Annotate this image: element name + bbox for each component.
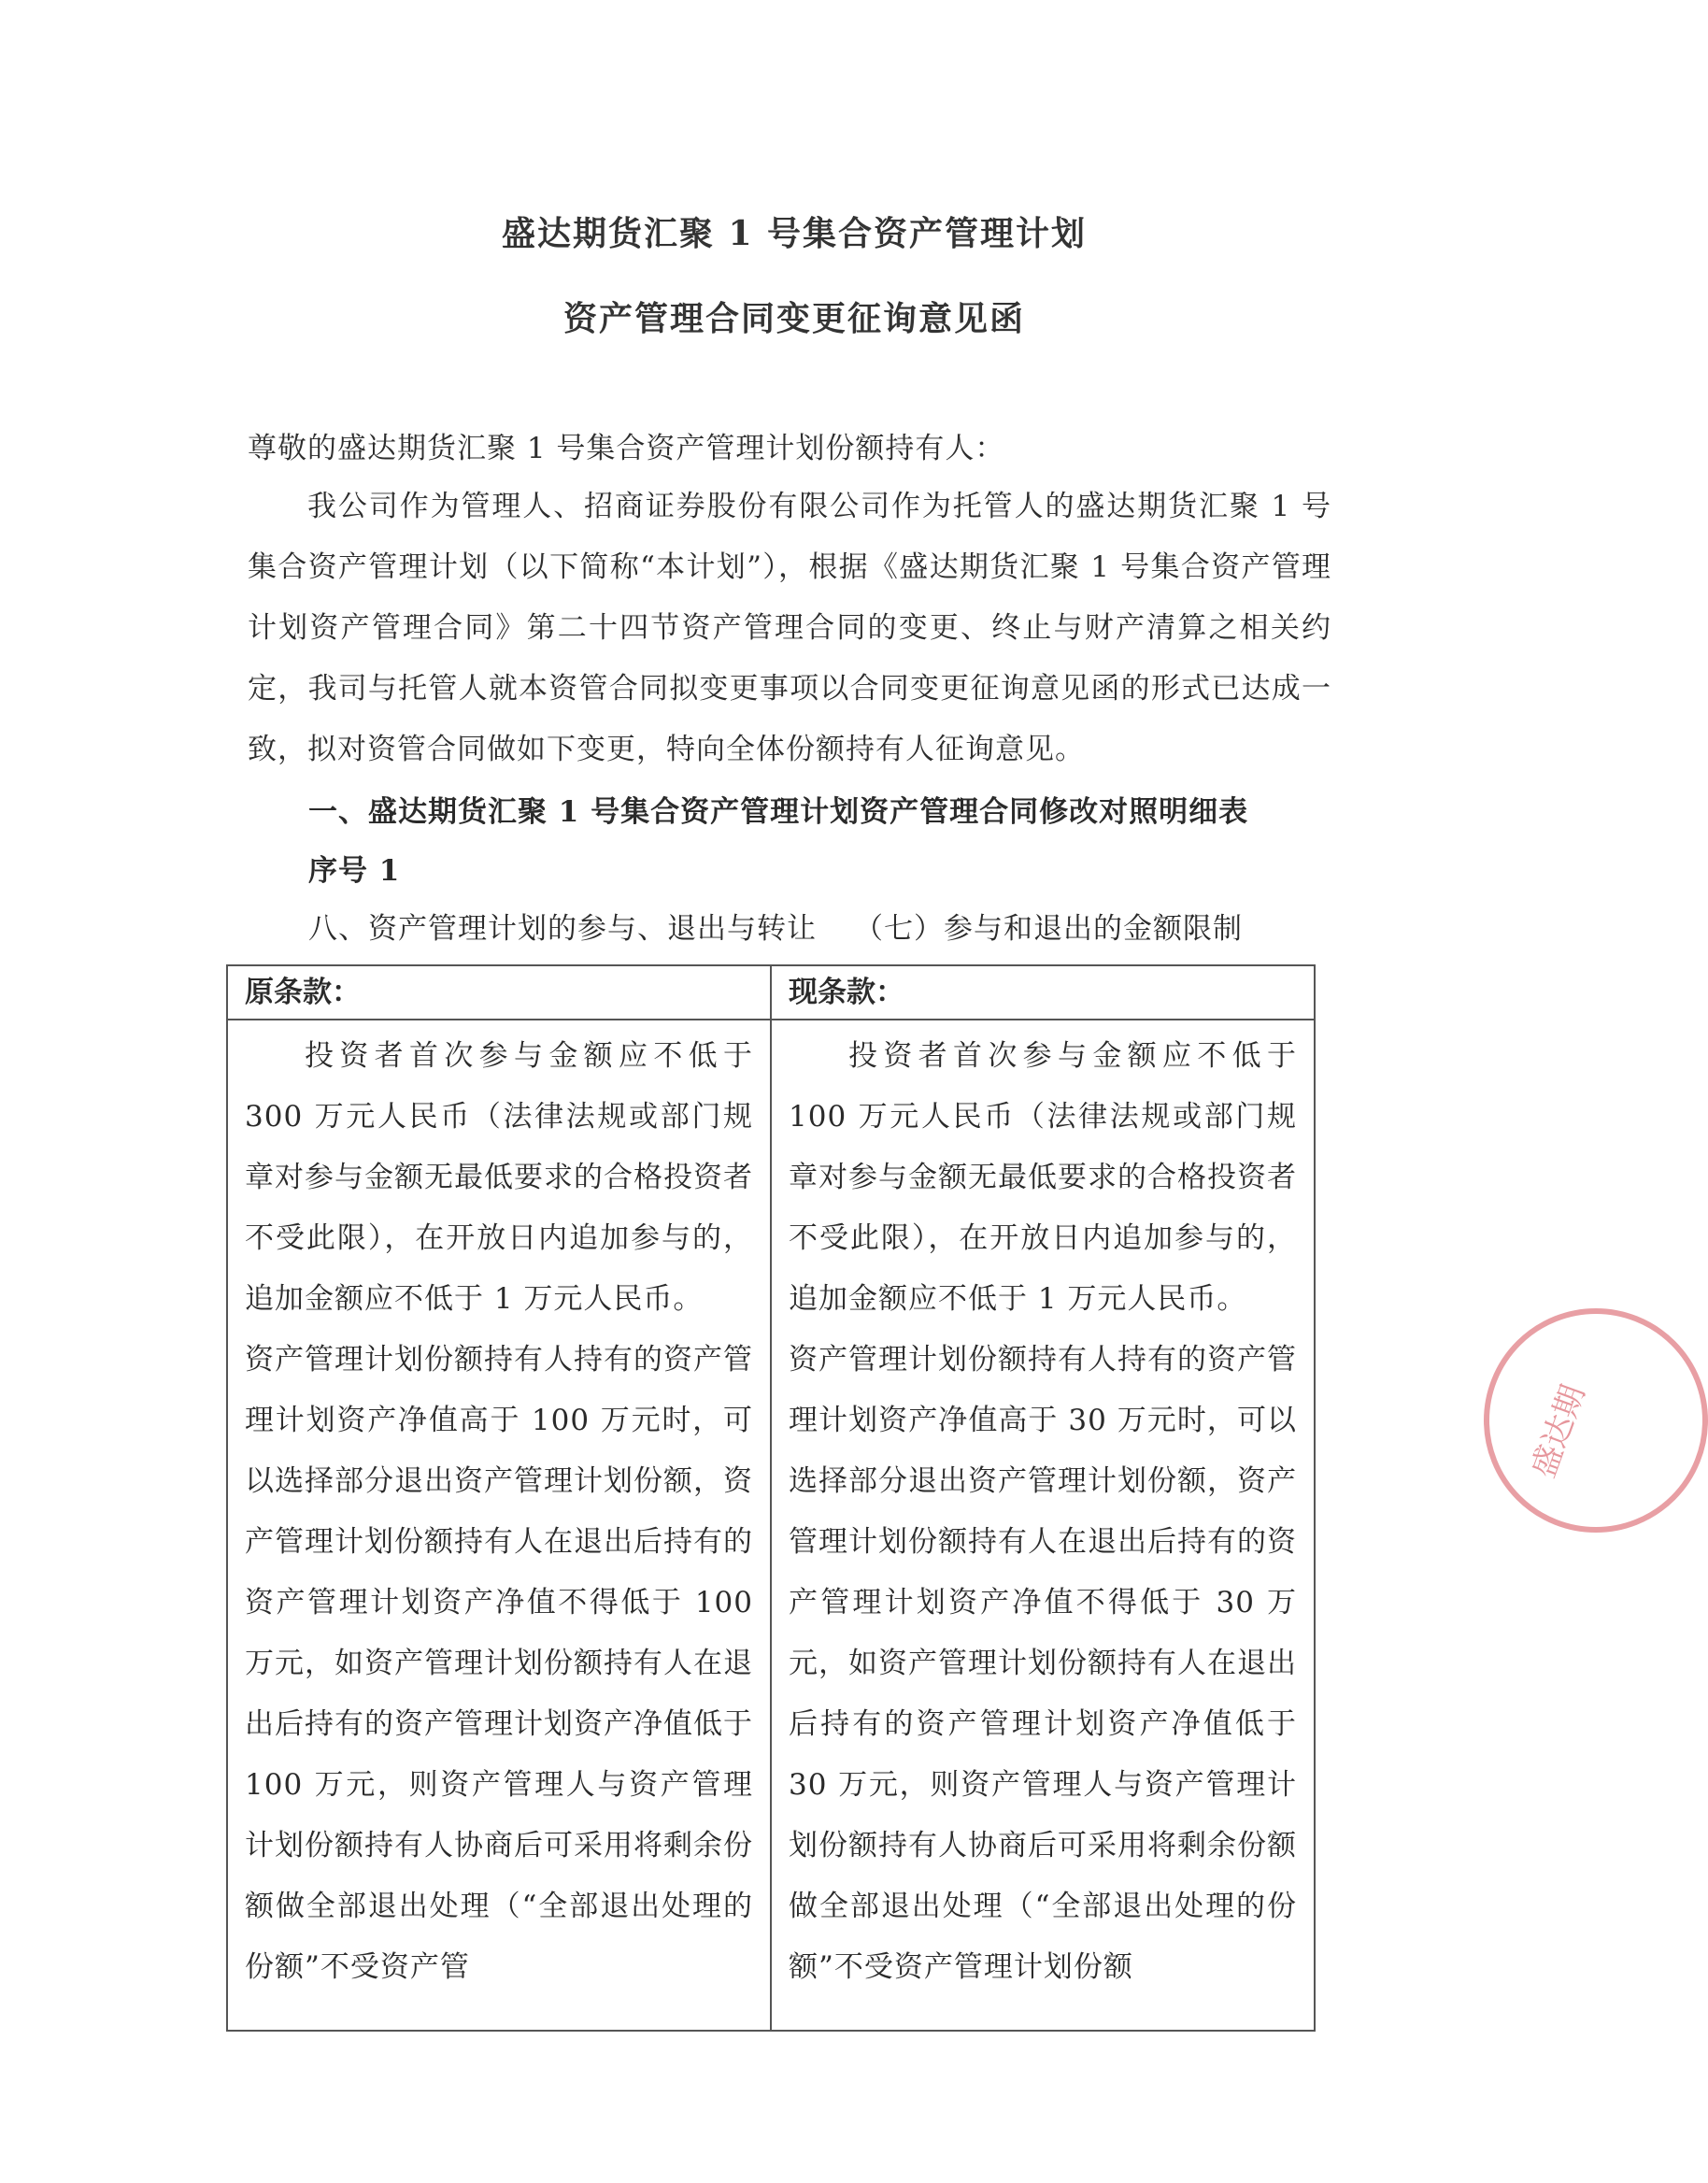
sequence-number: 序号 1 <box>308 854 401 888</box>
clause-path <box>308 905 1243 947</box>
clause-item: （七）参与和退出的金额限制 <box>854 912 1243 946</box>
section-heading: 一、盛达期货汇聚 1 号集合资产管理计划资产管理合同修改对照明细表 <box>308 795 1249 829</box>
salutation: 尊敬的盛达期货汇聚 1 号集合资产管理计划份额持有人： <box>248 432 1005 465</box>
comparison-table <box>226 964 1316 2032</box>
table-header-row <box>227 965 1315 1020</box>
seal-text: 盛达期 <box>1525 1379 1593 1483</box>
original-clause-para-1: 投资者首次参与金额应不低于 300 万元人民币（法律法规或部门规章对参与金额无最低要求的合格投资者不受此限），在开放日内追加参与的，追加金额应不低于 1 万元人民币。 <box>245 1039 753 1316</box>
original-clause-header: 原条款： <box>227 965 771 1020</box>
current-clause-para-1: 投资者首次参与金额应不低于 100 万元人民币（法律法规或部门规章对参与金额无最低要求的合格投资者不受此限），在开放日内追加参与的，追加金额应不低于 1 万元人民币。 <box>789 1039 1297 1316</box>
clause-chapter: 八、资产管理计划的参与、退出与转让 <box>308 912 817 946</box>
body-paragraph: 我公司作为管理人、招商证券股份有限公司作为托管人的盛达期货汇聚 1 号集合资产管理计划（以下简称“本计划”），根据《盛达期货汇聚 1 号集合资产管理计划资产管理合同》第二十四节资产管理合同的变更、终止与财产清算之相关约定，我司与托管人就本资管合同拟变更事项以合同变更征询意见函的形式已达成一致，拟对资管合同做如下变更，特向全体份额持有人征询意见。 <box>248 490 1331 766</box>
original-clause-para-2: 资产管理计划份额持有人持有的资产管理计划资产净值高于 100 万元时，可以选择部分退出资产管理计划份额，资产管理计划份额持有人在退出后持有的资产管理计划资产净值不得低于 100 万元，如资产管理计划份额持有人在退出后持有的资产管理计划资产净值低于 100 万元，则资产管理人与资产管理计划份额持有人协商后可采用将剩余份额做全部退出处理（“全部退出处理的份额”不受资产管 <box>245 1343 753 1984</box>
company-seal-stamp <box>1484 1308 1708 1533</box>
document-title-line-1: 盛达期货汇聚 1 号集合资产管理计划 <box>501 214 1088 253</box>
current-clause-cell <box>771 1020 1315 2031</box>
current-clause-para-2: 资产管理计划份额持有人持有的资产管理计划资产净值高于 30 万元时，可以选择部分退出资产管理计划份额，资产管理计划份额持有人在退出后持有的资产管理计划资产净值不得低于 30 万元，如资产管理计划份额持有人在退出后持有的资产管理计划资产净值低于 30 万元，则资产管理人与资产管理计划份额持有人协商后可采用将剩余份额做全部退出处理（“全部退出处理的份额”不受资产管理计划份额 <box>789 1343 1297 1984</box>
current-clause-header: 现条款： <box>771 965 1315 1020</box>
original-clause-cell <box>227 1020 771 2031</box>
table-row <box>227 1020 1315 2031</box>
document-title-line-2: 资产管理合同变更征询意见函 <box>562 299 1025 338</box>
